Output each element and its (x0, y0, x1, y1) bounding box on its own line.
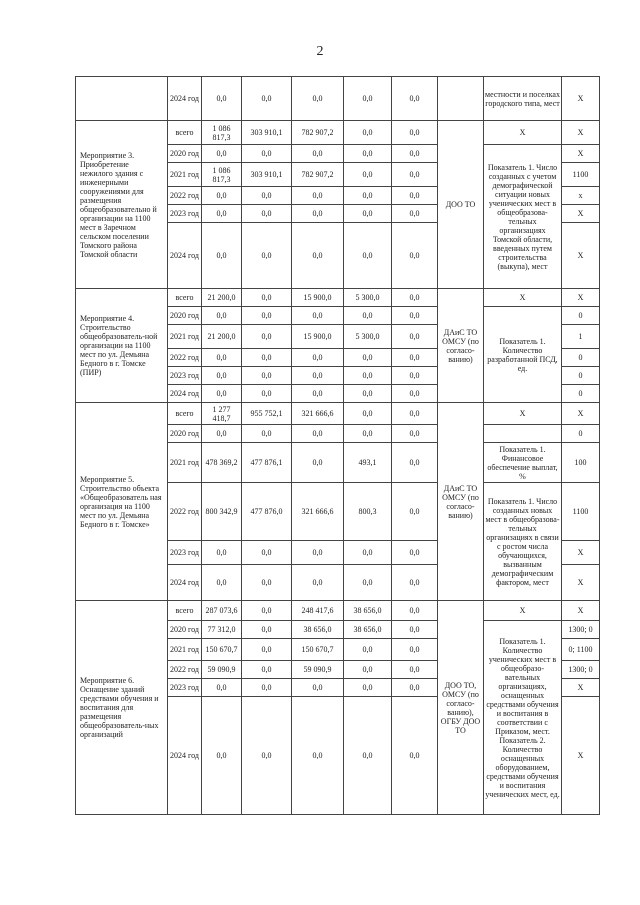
value-cell: 0,0 (202, 367, 242, 385)
value-cell: 0,0 (292, 697, 344, 815)
indicator-cell: Показатель 1. Число созданных с учетом демографической ситуации новых ученических мест в общеобразова-тельных организациях Томской области, введенных путем строительства (выкупа), мест (484, 145, 562, 289)
target-value-cell: 0 (562, 425, 600, 443)
target-value-cell: х (562, 187, 600, 205)
value-cell: 0,0 (292, 349, 344, 367)
value-cell: 0,0 (392, 621, 438, 639)
program-measures-table (75, 76, 600, 815)
value-cell: 0,0 (392, 679, 438, 697)
value-cell: 0,0 (344, 697, 392, 815)
indicator-cell: Показатель 1. Количество разработанной ПСД, ед. (484, 307, 562, 403)
value-cell: 150 670,7 (292, 639, 344, 661)
value-cell: 478 369,2 (202, 443, 242, 483)
value-cell: 38 656,0 (292, 621, 344, 639)
value-cell: 0,0 (344, 145, 392, 163)
value-cell: 0,0 (242, 349, 292, 367)
value-cell: 0,0 (292, 205, 344, 223)
year-cell: 2024 год (168, 565, 202, 601)
year-cell: 2024 год (168, 77, 202, 121)
value-cell: 21 200,0 (202, 325, 242, 349)
value-cell: 0,0 (202, 223, 242, 289)
value-cell: 493,1 (344, 443, 392, 483)
year-cell: 2022 год (168, 483, 202, 541)
measure-name-cell: Мероприятие 6. Оснащение зданий средствами обучения и воспитания для размещения общеобразователь-ных организаций (76, 601, 168, 815)
value-cell: 1 086 817,3 (202, 163, 242, 187)
year-cell: 2023 год (168, 367, 202, 385)
indicator-cell: Х (484, 403, 562, 425)
target-value-cell: Х (562, 541, 600, 565)
value-cell: 0,0 (242, 385, 292, 403)
value-cell: 0,0 (242, 661, 292, 679)
value-cell: 0,0 (202, 349, 242, 367)
value-cell: 0,0 (292, 187, 344, 205)
value-cell: 5 300,0 (344, 325, 392, 349)
value-cell: 0,0 (392, 443, 438, 483)
value-cell: 0,0 (392, 289, 438, 307)
value-cell: 0,0 (202, 77, 242, 121)
target-value-cell: Х (562, 697, 600, 815)
target-value-cell: 0 (562, 367, 600, 385)
target-value-cell: Х (562, 565, 600, 601)
value-cell: 0,0 (242, 601, 292, 621)
year-cell: 2020 год (168, 307, 202, 325)
year-cell: 2023 год (168, 541, 202, 565)
executor-cell: ДАиС ТО ОМСУ (по согласо-ванию) (438, 289, 484, 403)
target-value-cell: 100 (562, 443, 600, 483)
value-cell: 0,0 (392, 325, 438, 349)
target-value-cell: Х (562, 601, 600, 621)
target-value-cell: Х (562, 77, 600, 121)
value-cell: 0,0 (392, 223, 438, 289)
target-value-cell: Х (562, 289, 600, 307)
value-cell: 1 277 418,7 (202, 403, 242, 425)
year-cell: 2024 год (168, 385, 202, 403)
table-row (76, 121, 600, 145)
value-cell: 0,0 (344, 367, 392, 385)
value-cell: 0,0 (292, 223, 344, 289)
year-cell: 2024 год (168, 697, 202, 815)
indicator-cell: местности и поселках городского типа, мест (484, 77, 562, 121)
value-cell: 0,0 (392, 187, 438, 205)
value-cell: 21 200,0 (202, 289, 242, 307)
target-value-cell: Х (562, 121, 600, 145)
year-cell: всего (168, 121, 202, 145)
value-cell: 0,0 (242, 223, 292, 289)
indicator-cell: Показатель 1. Количество ученических мест в общеобразо-вательных организациях, оснащенных средствами обучения и воспитания в соответствии с Приказом, мест. Показатель 2. Количество оснащенных оборудованием, средствами обучения и воспитания ученических мест, ед. (484, 621, 562, 815)
value-cell: 248 417,6 (292, 601, 344, 621)
value-cell: 1 086 817,3 (202, 121, 242, 145)
value-cell: 0,0 (392, 205, 438, 223)
value-cell: 0,0 (242, 205, 292, 223)
value-cell: 0,0 (344, 639, 392, 661)
year-cell: всего (168, 601, 202, 621)
value-cell: 38 656,0 (344, 601, 392, 621)
value-cell: 0,0 (344, 349, 392, 367)
target-value-cell: 0; 1100 (562, 639, 600, 661)
value-cell: 303 910,1 (242, 121, 292, 145)
value-cell: 0,0 (242, 425, 292, 443)
value-cell: 0,0 (242, 325, 292, 349)
value-cell: 0,0 (202, 205, 242, 223)
target-value-cell: Х (562, 223, 600, 289)
value-cell: 955 752,1 (242, 403, 292, 425)
year-cell: 2020 год (168, 621, 202, 639)
value-cell: 0,0 (202, 385, 242, 403)
value-cell: 0,0 (392, 639, 438, 661)
value-cell: 477 876,0 (242, 483, 292, 541)
value-cell: 0,0 (202, 565, 242, 601)
year-cell: 2022 год (168, 187, 202, 205)
value-cell: 0,0 (392, 349, 438, 367)
measure-name-cell (76, 77, 168, 121)
executor-cell: ДОО ТО (438, 121, 484, 289)
value-cell: 0,0 (292, 367, 344, 385)
value-cell: 0,0 (242, 621, 292, 639)
target-value-cell: 0 (562, 307, 600, 325)
year-cell: 2020 год (168, 425, 202, 443)
value-cell: 0,0 (392, 385, 438, 403)
value-cell: 0,0 (392, 601, 438, 621)
value-cell: 0,0 (242, 541, 292, 565)
value-cell: 0,0 (242, 145, 292, 163)
target-value-cell: 0 (562, 349, 600, 367)
target-value-cell: Х (562, 205, 600, 223)
value-cell: 0,0 (392, 565, 438, 601)
value-cell: 0,0 (392, 121, 438, 145)
year-cell: 2024 год (168, 223, 202, 289)
value-cell: 0,0 (392, 697, 438, 815)
value-cell: 0,0 (392, 483, 438, 541)
target-value-cell: 1100 (562, 483, 600, 541)
year-cell: 2020 год (168, 145, 202, 163)
measure-name-cell: Мероприятие 3. Приобретение нежилого здания с инженерными сооружениями для размещения общеобразовательно й организации на 1100 мест в Заречном сельском поселении Томского района Томской области (76, 121, 168, 289)
value-cell: 59 090,9 (202, 661, 242, 679)
year-cell: 2022 год (168, 349, 202, 367)
indicator-cell: Х (484, 601, 562, 621)
value-cell: 0,0 (242, 565, 292, 601)
value-cell: 0,0 (344, 661, 392, 679)
table-row (76, 77, 600, 121)
value-cell: 0,0 (292, 77, 344, 121)
indicator-cell (484, 425, 562, 443)
value-cell: 0,0 (242, 307, 292, 325)
value-cell: 0,0 (392, 145, 438, 163)
value-cell: 0,0 (344, 163, 392, 187)
indicator-cell: Х (484, 121, 562, 145)
value-cell: 0,0 (292, 307, 344, 325)
executor-cell: ДОО ТО, ОМСУ (по согласо-ванию), ОГБУ ДОО ТО (438, 601, 484, 815)
indicator-cell: Показатель 1. Финансовое обеспечение выплат, % (484, 443, 562, 483)
table-row (76, 601, 600, 621)
executor-cell (438, 77, 484, 121)
value-cell: 0,0 (344, 121, 392, 145)
value-cell: 5 300,0 (344, 289, 392, 307)
value-cell: 0,0 (202, 425, 242, 443)
value-cell: 0,0 (202, 679, 242, 697)
value-cell: 287 073,6 (202, 601, 242, 621)
measure-name-cell: Мероприятие 4. Строительство общеобразователь-ной организации на 1100 мест по ул. Демьяна Бедного в г. Томске (ПИР) (76, 289, 168, 403)
year-cell: всего (168, 289, 202, 307)
value-cell: 0,0 (344, 205, 392, 223)
value-cell: 15 900,0 (292, 289, 344, 307)
value-cell: 0,0 (344, 425, 392, 443)
value-cell: 0,0 (392, 541, 438, 565)
value-cell: 0,0 (202, 145, 242, 163)
value-cell: 0,0 (392, 403, 438, 425)
value-cell: 38 656,0 (344, 621, 392, 639)
value-cell: 0,0 (242, 639, 292, 661)
value-cell: 477 876,1 (242, 443, 292, 483)
value-cell: 0,0 (292, 385, 344, 403)
value-cell: 0,0 (344, 565, 392, 601)
value-cell: 0,0 (202, 187, 242, 205)
year-cell: 2023 год (168, 679, 202, 697)
value-cell: 0,0 (344, 307, 392, 325)
value-cell: 0,0 (392, 367, 438, 385)
target-value-cell: Х (562, 403, 600, 425)
value-cell: 0,0 (392, 163, 438, 187)
target-value-cell: Х (562, 145, 600, 163)
measure-name-cell: Мероприятие 5. Строительство объекта «Общеобразователь ная организация на 1100 мест по ул. Демьяна Бедного в г. Томске» (76, 403, 168, 601)
value-cell: 0,0 (202, 697, 242, 815)
table-row (76, 289, 600, 307)
value-cell: 321 666,6 (292, 483, 344, 541)
value-cell: 0,0 (242, 679, 292, 697)
value-cell: 15 900,0 (292, 325, 344, 349)
value-cell: 0,0 (344, 223, 392, 289)
target-value-cell: 1100 (562, 163, 600, 187)
value-cell: 77 312,0 (202, 621, 242, 639)
value-cell: 0,0 (202, 307, 242, 325)
value-cell: 0,0 (242, 187, 292, 205)
year-cell: 2021 год (168, 163, 202, 187)
target-value-cell: 1300; 0 (562, 621, 600, 639)
indicator-cell: Х (484, 289, 562, 307)
value-cell: 0,0 (292, 145, 344, 163)
value-cell: 0,0 (292, 443, 344, 483)
value-cell: 59 090,9 (292, 661, 344, 679)
page-number: 2 (316, 44, 324, 59)
year-cell: 2021 год (168, 325, 202, 349)
value-cell: 0,0 (242, 289, 292, 307)
target-value-cell: Х (562, 679, 600, 697)
value-cell: 0,0 (344, 385, 392, 403)
value-cell: 0,0 (292, 425, 344, 443)
year-cell: 2023 год (168, 205, 202, 223)
value-cell: 0,0 (242, 697, 292, 815)
target-value-cell: 1 (562, 325, 600, 349)
value-cell: 150 670,7 (202, 639, 242, 661)
value-cell: 303 910,1 (242, 163, 292, 187)
table-row (76, 403, 600, 425)
value-cell: 0,0 (392, 77, 438, 121)
value-cell: 0,0 (392, 661, 438, 679)
value-cell: 321 666,6 (292, 403, 344, 425)
year-cell: 2021 год (168, 443, 202, 483)
value-cell: 0,0 (242, 367, 292, 385)
value-cell: 0,0 (242, 77, 292, 121)
value-cell: 0,0 (344, 77, 392, 121)
executor-cell: ДАиС ТО ОМСУ (по согласо-ванию) (438, 403, 484, 601)
value-cell: 0,0 (344, 403, 392, 425)
year-cell: 2022 год (168, 661, 202, 679)
year-cell: всего (168, 403, 202, 425)
value-cell: 0,0 (292, 679, 344, 697)
target-value-cell: 0 (562, 385, 600, 403)
indicator-cell: Показатель 1. Число созданных новых мест в общеобразова-тельных организациях в связи с ростом числа обучающихся, вызванным демографическим фактором, мест (484, 483, 562, 601)
value-cell: 0,0 (292, 541, 344, 565)
value-cell: 782 907,2 (292, 163, 344, 187)
value-cell: 0,0 (392, 307, 438, 325)
value-cell: 800,3 (344, 483, 392, 541)
value-cell: 0,0 (344, 187, 392, 205)
value-cell: 0,0 (344, 679, 392, 697)
value-cell: 800 342,9 (202, 483, 242, 541)
value-cell: 782 907,2 (292, 121, 344, 145)
value-cell: 0,0 (344, 541, 392, 565)
value-cell: 0,0 (392, 425, 438, 443)
target-value-cell: 1300; 0 (562, 661, 600, 679)
value-cell: 0,0 (292, 565, 344, 601)
value-cell: 0,0 (202, 541, 242, 565)
year-cell: 2021 год (168, 639, 202, 661)
